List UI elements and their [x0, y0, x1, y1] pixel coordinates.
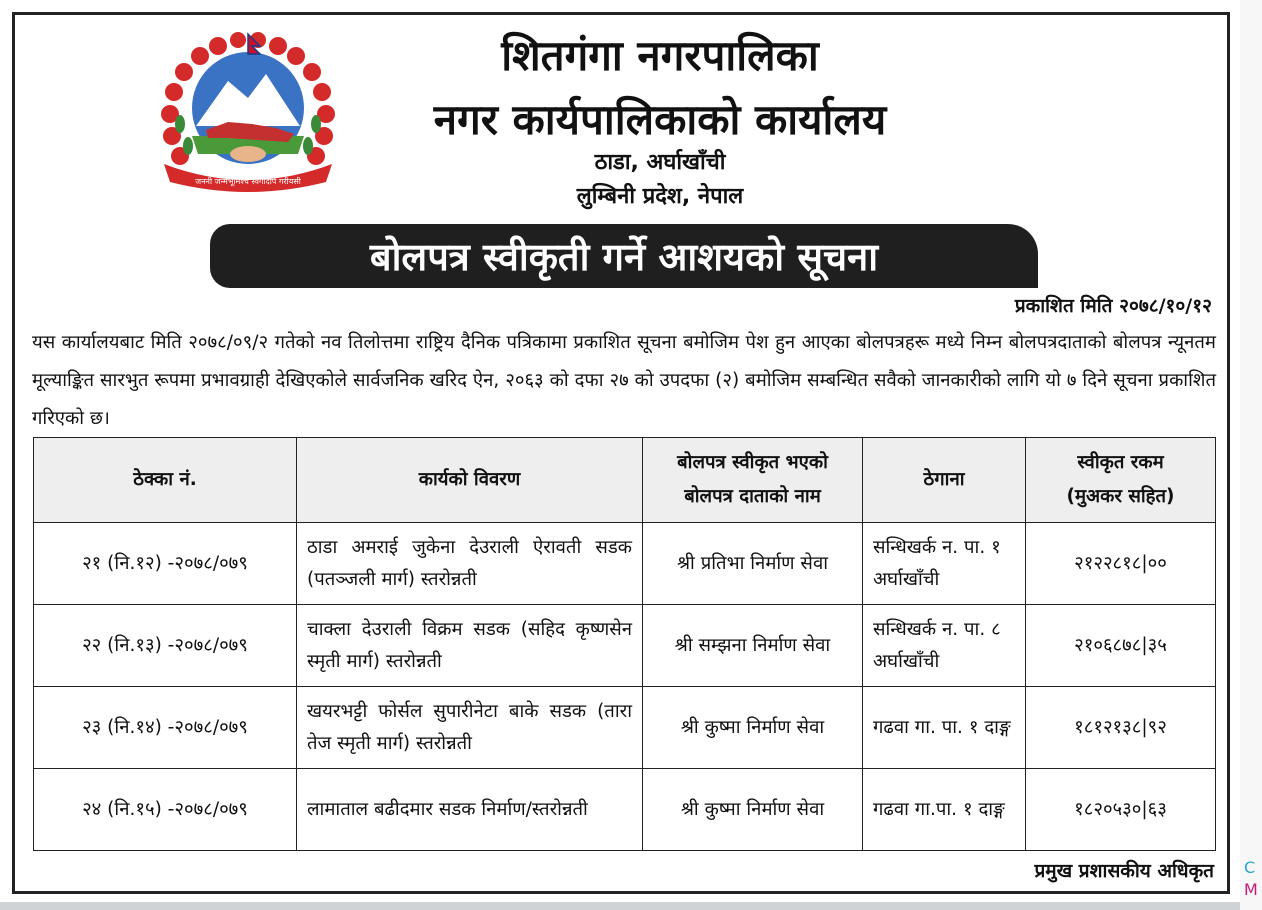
header-amount-line1: स्वीकृत रकम [1077, 452, 1164, 473]
address-line-2: लुम्बिनी प्रदेश, नेपाल [576, 184, 744, 209]
table-row [34, 523, 1216, 605]
notice-title-banner [210, 224, 1038, 288]
amount-cell: २१२२८१८|०० [1026, 523, 1216, 605]
table-row [34, 687, 1216, 769]
margin-strip [1240, 0, 1262, 910]
bidder-cell: श्री प्रतिभा निर्माण सेवा [643, 523, 863, 605]
contract-no-cell: २२ (नि.१३) -२०७८/०७९ [34, 605, 297, 687]
contract-no-cell: २४ (नि.१५) -२०७८/०७९ [34, 769, 297, 851]
bidder-cell: श्री कुष्मा निर्माण सेवा [643, 687, 863, 769]
contract-no-cell: २३ (नि.१४) -२०७८/०७९ [34, 687, 297, 769]
notice-body-paragraph: यस कार्यालयबाट मिति २०७८/०९/२ गतेको नव तिलोत्तमा राष्ट्रिय दैनिक पत्रिकामा प्रकाशित सूचना बमोजिम पेश हुन आएका बोलपत्रहरू मध्ये निम्न बोलपत्रदाताको बोलपत्र न्यूनतम मूल्याङ्कित सारभुत रूपमा प्रभावग्राही देखिएकोले सार्वजनिक खरिद ऐन, २०६३ को दफा २७ को उपदफा (२) बमोजिम सम्बन्धित सवैको जानकारीको लागि यो ७ दिने सूचना प्रकाशित गरिएको छ। [32, 332, 1216, 429]
bidder-cell: श्री सम्झना निर्माण सेवा [643, 605, 863, 687]
header-amount-line2: (मुअकर सहित) [1066, 486, 1175, 507]
header-address: ठेगाना [863, 438, 1026, 523]
amount-cell: २१०६८७८|३५ [1026, 605, 1216, 687]
address-cell: सन्धिखर्क न. पा. १ अर्घाखाँची [863, 523, 1026, 605]
description-cell: खयरभट्टी फोर्सल सुपारीनेटा बाके सडक (तारा तेज स्मृती मार्ग) स्तरोन्नती [297, 687, 643, 769]
contract-no-cell: २१ (नि.१२) -२०७८/०७९ [34, 523, 297, 605]
header-description: कार्यको विवरण [297, 438, 643, 523]
bidder-cell: श्री कुष्मा निर्माण सेवा [643, 769, 863, 851]
office-name: नगर कार्यपालिकाको कार्यालय [433, 95, 887, 144]
bottom-edge [0, 902, 1240, 910]
description-cell: लामाताल बढीदमार सडक निर्माण/स्तरोन्नती [297, 769, 643, 851]
contracts-table [33, 437, 1216, 851]
municipality-name: शितगंगा नगरपालिका [501, 31, 819, 80]
notice-title: बोलपत्र स्वीकृती गर्ने आशयको सूचना [369, 235, 879, 279]
amount-cell: १८२०५३०|६३ [1026, 769, 1216, 851]
emblem-motto: जननी जन्मभूमिश्च स्वर्गादपि गरीयसी [195, 177, 301, 186]
print-mark-m: M [1244, 880, 1258, 899]
description-cell: ठाडा अमराई जुकेना देउराली ऐरावती सडक (पतञ्जली मार्ग) स्तरोन्नती [297, 523, 643, 605]
table-row [34, 769, 1216, 851]
amount-cell: १८१२१३८|९२ [1026, 687, 1216, 769]
header-bidder [643, 438, 863, 523]
header-bidder-line1: बोलपत्र स्वीकृत भएको [677, 452, 828, 473]
published-date: प्रकाशित मिति २०७८/१०/१२ [1014, 295, 1212, 317]
description-cell: चाक्ला देउराली विक्रम सडक (सहिद कृष्णसेन स्मृती मार्ग) स्तरोन्नती [297, 605, 643, 687]
header-amount [1026, 438, 1216, 523]
header-contract-no: ठेक्का नं. [34, 438, 297, 523]
table-header-row [34, 438, 1216, 523]
print-mark-c: C [1244, 858, 1256, 877]
address-line-1: ठाडा, अर्घाखाँची [594, 150, 726, 175]
header-bidder-line2: बोलपत्र दाताको नाम [684, 486, 821, 507]
address-cell: सन्धिखर्क न. पा. ८ अर्घाखाँची [863, 605, 1026, 687]
signatory-title: प्रमुख प्रशासकीय अधिकृत [1034, 860, 1214, 882]
address-cell: गढवा गा.पा. १ दाङ्ग [863, 769, 1026, 851]
address-cell: गढवा गा. पा. १ दाङ्ग [863, 687, 1026, 769]
table-row [34, 605, 1216, 687]
